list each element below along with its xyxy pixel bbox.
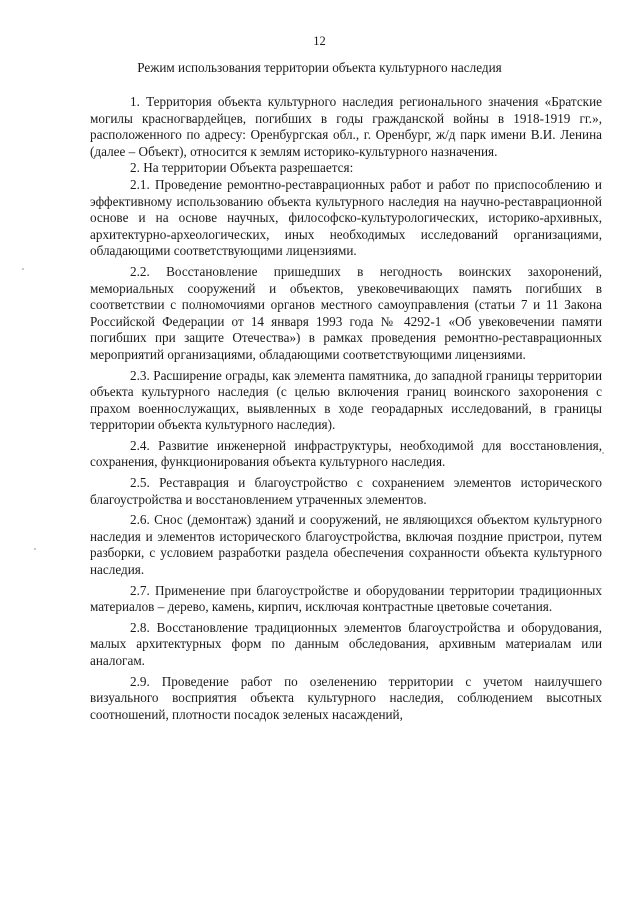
document-body — [90, 94, 602, 723]
page-number: 12 — [313, 34, 326, 48]
scan-speck — [34, 548, 36, 550]
paragraph-2-3: 2.3. Расширение ограды, как элемента памятника, до западной границы территории объекта культурного наследия (с целью включения границ воинского захоронения с прахом военнослужащих, выявленных в ходе георадарных исследований, в границы территории объекта культурного наследия). — [90, 367, 602, 433]
paragraph-2: 2. На территории Объекта разрешается: — [130, 160, 354, 176]
paragraph-2-2: 2.2. Восстановление пришедших в негодность воинских захоронений, мемориальных сооружений и объектов, увековечивающих память погибших в соответствии с полномочиями органов местного самоуправления (статьи 7 и 11 Закона Российской Федерации от 14 января 1993 года № 4292-1 «Об увековечении памяти погибших при защите Отечества») в рамках проведения ремонтно-реставрационных мероприятий организациями, обладающими соответствующими лицензиями. — [90, 263, 602, 362]
paragraph-2-7: 2.7. Применение при благоустройстве и оборудовании территории традиционных материалов – дерево, камень, кирпич, исключая контрастные цветовые сочетания. — [90, 582, 602, 615]
document-title: Режим использования территории объекта культурного наследия — [137, 60, 502, 75]
paragraph-2-4: 2.4. Развитие инженерной инфраструктуры, необходимой для восстановления, сохранения, функционирования объекта культурного наследия. — [90, 437, 602, 470]
paragraph-2-6: 2.6. Снос (демонтаж) зданий и сооружений, не являющихся объектом культурного наследия и элементов исторического благоустройства, включая поздние пристрои, путем разборки, с условием разработки раздела обеспечения сохранности объекта культурного наследия. — [90, 512, 602, 578]
paragraph-2-1: 2.1. Проведение ремонтно-реставрационных работ и работ по приспособлению и эффективному использованию объекта культурного наследия на научно-реставрационной основе и на основе научных, философско-культурологических, историко-архивных, архитектурно-археологических, иных необходимых исследований организациями, обладающими соответствующими лицензиями. — [90, 176, 602, 259]
paragraph-2-8: 2.8. Восстановление традиционных элементов благоустройства и оборудования, малых архитектурных форм по данным обследования, архивным материалам или аналогам. — [90, 619, 602, 668]
scan-speck — [22, 268, 24, 270]
paragraph-2-5: 2.5. Реставрация и благоустройство с сохранением элементов исторического благоустройства и восстановлением утраченных элементов. — [90, 475, 602, 507]
scan-speck — [602, 452, 604, 454]
paragraph-2-9: 2.9. Проведение работ по озеленению территории с учетом наилучшего визуального восприятия объекта культурного наследия, соблюдением высотных соотношений, плотности посадок зеленых насаждений, — [90, 673, 602, 722]
paragraph-1: 1. Территория объекта культурного наследия регионального значения «Братские могилы красногвардейцев, погибших в годы гражданской войны в 1918-1919 гг.», расположенного по адресу: Оренбургская обл., г. Оренбург, ж/д парк имени В.И. Ленина (далее – Объект), относится к землям историко-культурного назначения. — [90, 94, 602, 159]
